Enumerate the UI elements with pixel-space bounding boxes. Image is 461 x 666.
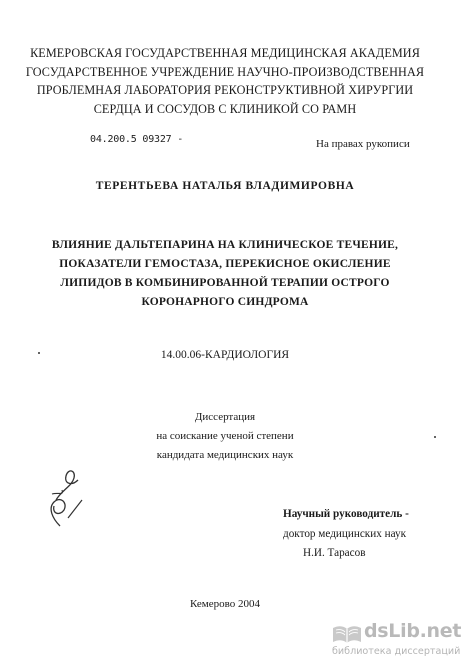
city-year: Кемерово 2004 xyxy=(189,598,260,610)
archive-stamp-number: 04.200.5 09327 - xyxy=(90,134,184,145)
specialty-code: 14.00.06-КАРДИОЛОГИЯ xyxy=(160,349,290,361)
scan-speck xyxy=(434,436,436,438)
open-book-icon xyxy=(331,622,363,644)
watermark xyxy=(330,620,461,662)
institution-line: СЕРДЦА И СОСУДОВ С КЛИНИКОЙ СО РАМН xyxy=(93,101,357,116)
title-line: КОРОНАРНОГО СИНДРОМА xyxy=(141,296,309,308)
watermark-subtitle: библиотека диссертаций xyxy=(332,646,461,657)
title-line: ЛИПИДОВ В КОМБИНИРОВАННОЙ ТЕРАПИИ ОСТРОГО xyxy=(60,277,390,289)
watermark-title: dsLib.net xyxy=(364,620,461,642)
supervisor-block xyxy=(256,505,409,564)
institution-line: ГОСУДАРСТВЕННОЕ УЧРЕЖДЕНИЕ НАУЧНО-ПРОИЗВОДСТВЕННАЯ xyxy=(25,64,425,79)
title-line: ВЛИЯНИЕ ДАЛЬТЕПАРИНА НА КЛИНИЧЕСКОЕ ТЕЧЕНИЕ, xyxy=(51,239,399,251)
degree-line: Диссертация xyxy=(194,411,256,423)
author-name: ТЕРЕНТЬЕВА НАТАЛЬЯ ВЛАДИМИРОВНА xyxy=(95,180,355,192)
supervisor-degree: доктор медицинских наук xyxy=(283,527,407,540)
institution-line: КЕМЕРОВСКАЯ ГОСУДАРСТВЕННАЯ МЕДИЦИНСКАЯ АКАДЕМИЯ xyxy=(30,46,420,60)
dissertation-title xyxy=(0,236,450,312)
supervisor-name: Н.И. Тарасов xyxy=(303,547,366,559)
institution-header xyxy=(0,44,450,118)
degree-line: кандидата медицинских наук xyxy=(156,449,294,461)
handwritten-signature xyxy=(38,456,98,536)
institution-line: ПРОБЛЕМНАЯ ЛАБОРАТОРИЯ РЕКОНСТРУКТИВНОЙ ХИРУРГИИ xyxy=(36,83,414,97)
title-line: ПОКАЗАТЕЛИ ГЕМОСТАЗА, ПЕРЕКИСНОЕ ОКИСЛЕНИЕ xyxy=(59,258,391,270)
supervisor-label: Научный руководитель - xyxy=(283,508,409,520)
degree-line: на соискание ученой степени xyxy=(156,430,294,442)
manuscript-rights-note: На правах рукописи xyxy=(316,138,410,150)
